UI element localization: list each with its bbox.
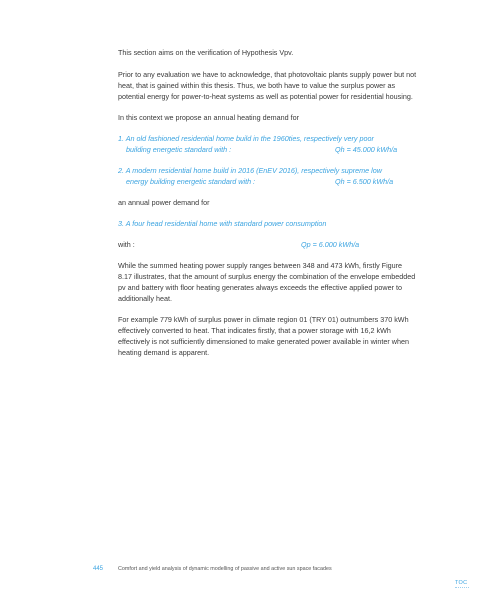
heating-case-1 xyxy=(118,133,418,155)
power-case-title: 3. A four head residential home with standard power consumption xyxy=(118,219,327,228)
heating-case-1-subtitle: building energetic standard with : xyxy=(126,145,232,154)
paragraph-acknowledgement: Prior to any evaluation we have to acknowledge, that photovoltaic plants supply power but not heat, that is gained within this thesis. Thus, we both have to value the surplus power as potential energy for power-to-heat systems as well as potential power for residential housing. xyxy=(118,70,417,101)
page-number: 445 xyxy=(93,566,104,572)
toc-underline xyxy=(455,587,469,589)
heating-case-2-subtitle: energy building energetic standard with : xyxy=(126,177,256,186)
power-case-value-row xyxy=(118,239,418,250)
toc-link[interactable]: TOC xyxy=(455,580,468,586)
power-case-value: Qp = 6.000 kWh/a xyxy=(301,240,360,249)
paragraph-power-intro: an annual power demand for xyxy=(118,198,210,207)
heating-case-2-title: 2. A modern residential home build in 2016 (EnEV 2016), respectively supreme low xyxy=(118,166,382,175)
power-case xyxy=(118,218,418,229)
heating-case-1-title: 1. An old fashioned residential home build in the 1960ties, respectively very poor xyxy=(118,134,374,143)
heating-case-1-value: Qh = 45.000 kWh/a xyxy=(335,145,398,154)
paragraph-hypothesis: This section aims on the verification of Hypothesis Vpv. xyxy=(118,48,294,57)
body-content xyxy=(118,47,418,368)
heating-case-2 xyxy=(118,165,418,187)
power-case-with-label: with : xyxy=(118,240,135,249)
footer-title: Comfort and yield analysis of dynamic modelling of passive and active sun space facades xyxy=(118,566,332,572)
paragraph-summary: While the summed heating power supply ranges between 348 and 473 kWh, firstly Figure 8.17 illustrates, that the amount of surplus energy the combination of the envelope embedded pv and battery with floor heating generates always exceeds the effective applied power to additionally heat. xyxy=(118,261,416,303)
paragraph-example: For example 779 kWh of surplus power in climate region 01 (TRY 01) outnumbers 370 kWh effectively converted to heat. That indicates firstly, that a power storage with 16,2 kWh effectively is not sufficiently dimensioned to make generated power available in winter when heating demand is apparent. xyxy=(118,315,409,357)
paragraph-heating-intro: In this context we propose an annual heating demand for xyxy=(118,113,300,122)
heating-case-2-value: Qh = 6.500 kWh/a xyxy=(335,177,394,186)
